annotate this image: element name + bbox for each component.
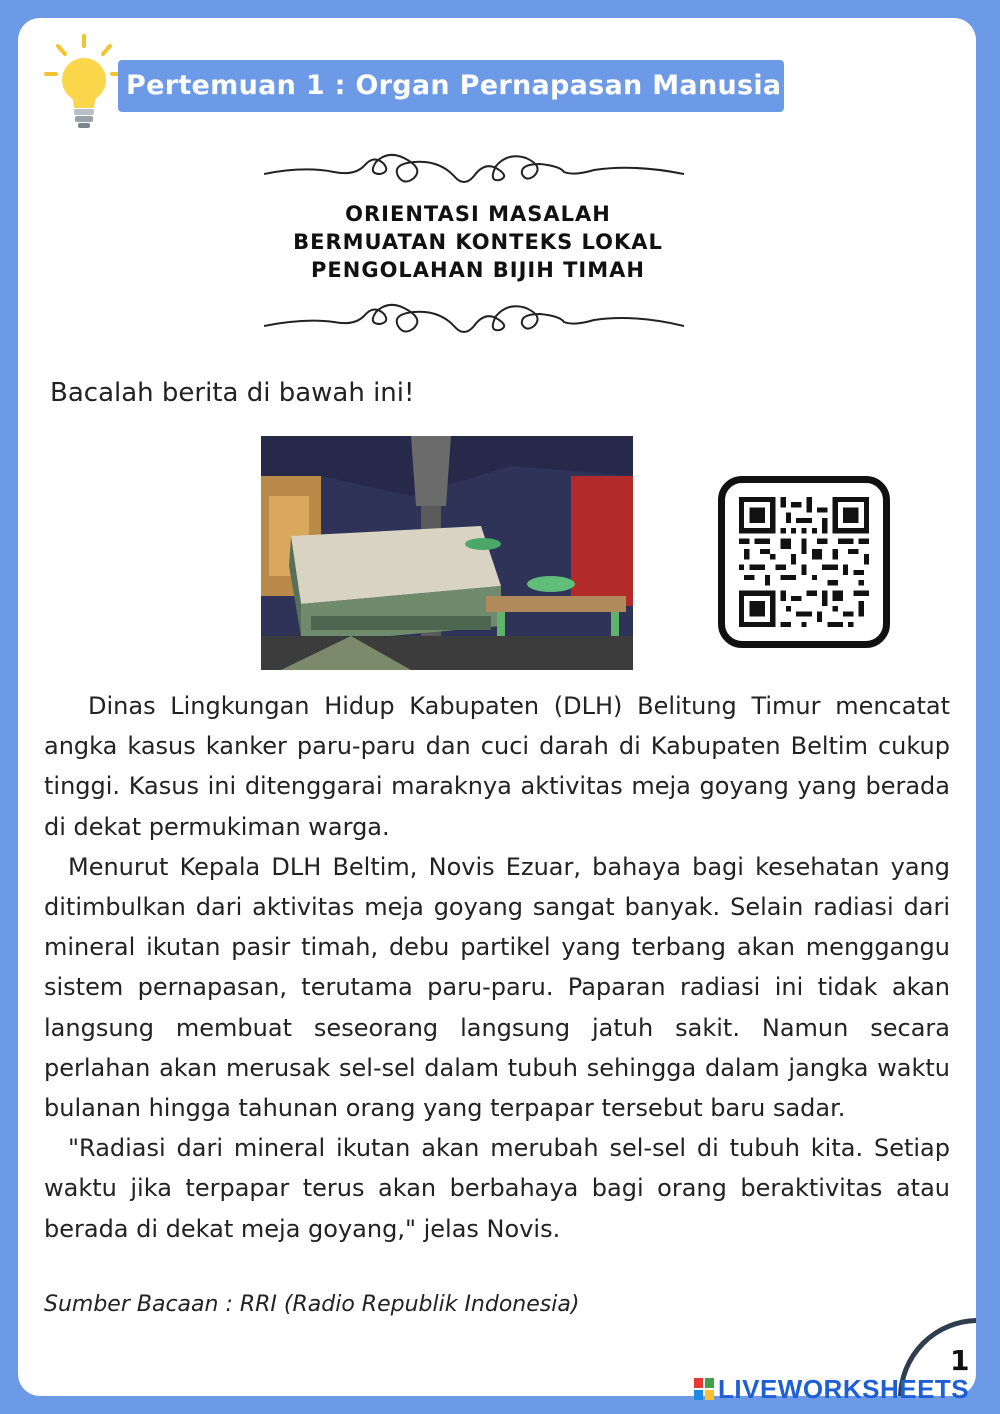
liveworksheets-icon bbox=[694, 1378, 714, 1400]
worksheet-page bbox=[18, 18, 976, 1396]
tin-ore-shaking-table-photo bbox=[261, 436, 633, 670]
article-paragraph-1: Dinas Lingkungan Hidup Kabupaten (DLH) Belitung Timur mencatat angka kasus kanker paru-paru dan cuci darah di Kabupaten Beltim cukup tinggi. Kasus ini ditenggarai maraknya aktivitas meja goyang yang berada di dekat permukiman warga. bbox=[44, 692, 950, 841]
lesson-title: Pertemuan 1 : Organ Pernapasan Manusia bbox=[118, 60, 784, 112]
section-heading bbox=[198, 200, 758, 284]
article-paragraph-2: Menurut Kepala DLH Beltim, Novis Ezuar, bahaya bagi kesehatan yang ditimbulkan dari aktivitas meja goyang sangat banyak. Selain radiasi dari mineral ikutan pasir timah, debu partikel yang terbang akan menggangu sistem pernapasan, terutama paru-paru. Paparan radiasi ini tidak akan langsung membuat seseorang langsung jatuh sakit. Namun secara perlahan akan merusak sel-sel dalam tubuh sehingga dalam jangka waktu bulanan hingga tahunan orang yang terpapar tersebut baru sadar. bbox=[44, 852, 950, 1123]
liveworksheets-logo[interactable] bbox=[694, 1373, 970, 1404]
article-source: Sumber Bacaan : RRI (Radio Republik Indonesia) bbox=[44, 1292, 580, 1317]
decorative-flourish-top bbox=[264, 146, 684, 192]
heading-line-2: BERMUATAN KONTEKS LOKAL bbox=[293, 230, 663, 254]
heading-line-1: ORIENTASI MASALAH bbox=[345, 202, 611, 226]
decorative-flourish-bottom bbox=[264, 296, 684, 342]
lightbulb-icon bbox=[42, 32, 126, 132]
article-paragraph-3: "Radiasi dari mineral ikutan akan merubah sel-sel di tubuh kita. Setiap waktu jika terpapar terus akan berbahaya bagi orang beraktivitas atau berada di dekat meja goyang," jelas Novis. bbox=[44, 1134, 950, 1243]
page-number: 1 bbox=[950, 1344, 970, 1377]
qr-code[interactable] bbox=[718, 476, 890, 648]
liveworksheets-brand: LIVEWORKSHEETS bbox=[718, 1373, 970, 1404]
news-article bbox=[44, 686, 950, 1249]
heading-line-3: PENGOLAHAN BIJIH TIMAH bbox=[311, 258, 645, 282]
qr-code-pattern bbox=[739, 497, 869, 627]
reading-instruction: Bacalah berita di bawah ini! bbox=[50, 378, 415, 408]
